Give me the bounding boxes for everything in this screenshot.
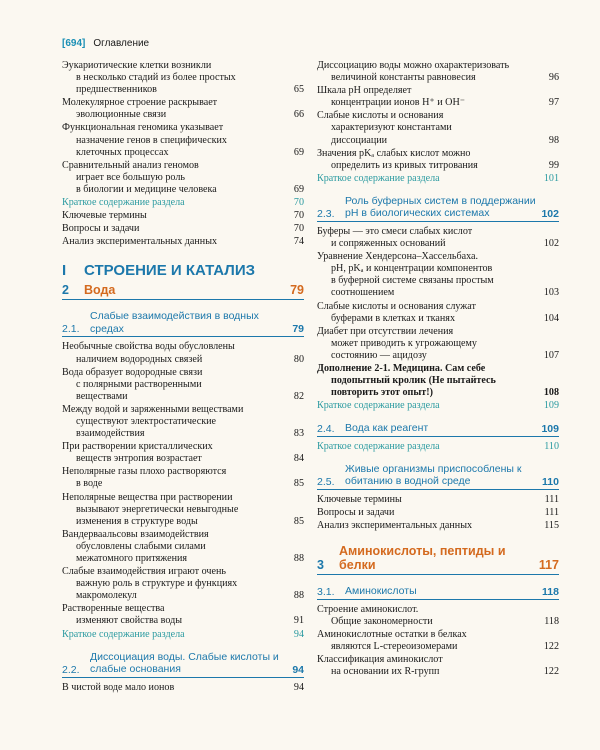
toc-entry[interactable] (317, 507, 559, 519)
part-title (62, 262, 304, 279)
toc-entry-title (62, 367, 282, 403)
toc-entry-page: 111 (544, 507, 559, 519)
toc-entry-title (62, 197, 282, 209)
toc-entry-line: предшественников (76, 84, 157, 96)
toc-entry-line: существуют электростатические (76, 415, 217, 427)
toc-entry-title (317, 494, 537, 506)
toc-entry[interactable] (317, 604, 559, 628)
toc-entry[interactable] (62, 341, 304, 365)
toc-entry[interactable] (62, 223, 304, 235)
toc-entry[interactable] (317, 629, 559, 653)
section-page: 94 (292, 663, 304, 676)
toc-entry-title (62, 529, 282, 565)
toc-entry-line: повторить этот опыт!) (331, 387, 433, 399)
toc-entry-title (62, 682, 282, 694)
toc-entry-page: 108 (543, 387, 559, 399)
toc-entry-title (62, 97, 282, 121)
section-number: 2.5. (317, 475, 335, 488)
toc-entry-page: 84 (293, 453, 304, 465)
toc-entry-line: Диабет при отсутствии лечения (317, 325, 454, 337)
toc-entry-line: изменения в структуре воды (76, 515, 198, 527)
toc-entry-line: Строение аминокислот. (317, 603, 419, 615)
chapter-page: 79 (290, 283, 304, 298)
toc-summary-entry[interactable] (62, 629, 304, 641)
toc-entry-line: Молекулярное строение раскрывает (62, 97, 218, 109)
toc-entry[interactable] (62, 492, 304, 528)
toc-entry-line: веществ энтропия возрастает (76, 453, 202, 465)
toc-entry[interactable] (62, 529, 304, 565)
toc-entry[interactable] (62, 60, 304, 96)
toc-entry-page: 96 (548, 72, 559, 84)
toc-entry-line: обусловлены слабыми силами (76, 540, 206, 552)
section-heading[interactable] (317, 195, 559, 222)
toc-entry[interactable] (317, 326, 559, 362)
toc-entry-title (317, 110, 537, 146)
toc-entry[interactable] (62, 682, 304, 694)
toc-entry-page: 115 (544, 520, 559, 532)
page-header (62, 38, 149, 49)
toc-entry[interactable] (62, 160, 304, 196)
toc-entry-title (62, 629, 282, 641)
toc-entry-line: Вопросы и задачи (62, 223, 140, 235)
toc-entry-line: макромолекул (76, 590, 137, 602)
toc-entry-line: определить из кривых титрования (331, 159, 478, 171)
toc-entry-title (317, 251, 537, 299)
toc-entry-line: на основании их R-групп (331, 666, 440, 678)
toc-entry-line: являются L-стереоизомерами (331, 641, 458, 652)
toc-entry-title (62, 210, 282, 222)
toc-entry[interactable] (317, 494, 559, 506)
toc-entry[interactable] (62, 210, 304, 222)
toc-entry-line: Растворенные вещества (62, 603, 165, 615)
toc-entry-page: 104 (543, 312, 559, 324)
toc-entry-title (317, 441, 537, 453)
section-page: 79 (292, 323, 304, 336)
section-title: Вода как реагент (345, 422, 429, 435)
toc-entry-page: 102 (543, 238, 559, 250)
toc-entry-line: и сопряженных оснований (331, 238, 446, 250)
chapter-number: 3 (317, 558, 324, 573)
toc-entry-line: pH, pKₐ и концентрации компонентов (331, 263, 493, 275)
toc-entry-page: 70 (293, 197, 304, 209)
toc-entry-page: 91 (293, 615, 304, 627)
section-title: Слабые взаимодействия в водных средах (90, 310, 259, 335)
toc-entry-page: 70 (293, 223, 304, 235)
toc-entry-line: Краткое содержание раздела (317, 172, 440, 184)
page-number: [694] (62, 38, 86, 49)
toc-entry-page: 98 (548, 134, 559, 146)
toc-entry-page: 111 (544, 493, 559, 505)
chapter-page: 117 (538, 558, 559, 573)
toc-entry-page: 109 (543, 400, 559, 412)
section-page: 118 (542, 585, 559, 598)
toc-entry-line: Уравнение Хендерсона–Хассельбаха. (317, 251, 479, 263)
toc-entry[interactable] (62, 97, 304, 121)
toc-entry-title (317, 326, 537, 362)
toc-entry-title (62, 566, 282, 602)
section-title: Роль буферных систем в поддержании pH в биологических системах (345, 194, 536, 220)
toc-entry-title (317, 148, 537, 172)
toc-entry-line: Сравнительный анализ геномов (62, 159, 199, 171)
section-heading[interactable] (317, 585, 559, 600)
part-number: I (62, 262, 67, 280)
chapter-heading[interactable] (317, 544, 559, 575)
toc-entry-line: изменяют свойства воды (76, 615, 183, 627)
toc-entry[interactable] (62, 566, 304, 602)
toc-entry-title (62, 492, 282, 528)
toc-entry-line: клеточных процессах (76, 146, 169, 158)
toc-entry-line: концентрации ионов H⁺ и OH⁻ (331, 97, 466, 109)
toc-entry-page: 83 (293, 428, 304, 440)
toc-entry-line: буферами в клетках и тканях (331, 312, 455, 324)
toc-entry-line: Краткое содержание раздела (62, 197, 185, 209)
toc-entry-line: Краткое содержание раздела (317, 400, 440, 412)
toc-entry-title (317, 654, 537, 678)
toc-entry-line: Между водой и заряженными веществами (62, 403, 244, 415)
section-heading[interactable] (317, 422, 559, 437)
toc-entry-line: Неполярные вещества при растворении (62, 491, 233, 503)
toc-entry-title (62, 404, 282, 440)
section-number: 2.2. (62, 663, 80, 676)
toc-entry-line: Анализ экспериментальных данных (62, 236, 218, 248)
toc-entry-line: может приводить к угрожающему (331, 337, 477, 349)
toc-entry[interactable] (62, 404, 304, 440)
toc-list (62, 341, 304, 640)
chapter-title: Аминокислоты, пептиды и белки (339, 544, 506, 573)
toc-summary-entry[interactable] (317, 441, 559, 453)
toc-entry-line: наличием водородных связей (76, 353, 203, 365)
toc-entry-line: Слабые кислоты и основания (317, 110, 444, 122)
section-title: Живые организмы приспособлены к обитанию в водной среде (345, 462, 522, 488)
toc-entry[interactable] (317, 60, 559, 84)
toc-entry-page: 66 (293, 109, 304, 121)
toc-entry-title (62, 603, 282, 627)
toc-entry-title (62, 441, 282, 465)
toc-entry[interactable] (317, 520, 559, 532)
section-number: 2.4. (317, 422, 335, 435)
toc-right-column (317, 60, 559, 679)
toc-summary-entry[interactable] (62, 197, 304, 209)
toc-entry-page: 97 (548, 97, 559, 109)
toc-entry-line: В чистой воде мало ионов (62, 681, 175, 693)
toc-summary-entry[interactable] (317, 173, 559, 185)
toc-entry-page: 122 (543, 641, 559, 652)
toc-entry-title (62, 223, 282, 235)
toc-entry[interactable] (62, 466, 304, 490)
toc-entry-line: Значения pKₐ слабых кислот можно (317, 147, 471, 159)
toc-entry-line: в биологии и медицине человека (76, 183, 217, 195)
toc-entry-line: подопытный кролик (Не пытайтесь (331, 375, 496, 387)
toc-list (317, 604, 559, 679)
toc-entry-page: 85 (293, 515, 304, 527)
toc-entry-line: Слабые взаимодействия играют очень (62, 566, 226, 578)
section-title: Диссоциация воды. Слабые кислоты и слабые основания (90, 650, 279, 676)
toc-entry-line: важную роль в структуре и функциях (76, 578, 238, 590)
toc-entry-line: в буферной системе связаны простым (331, 275, 494, 287)
toc-entry-line: При растворении кристаллических (62, 441, 213, 453)
toc-entry-title (62, 341, 282, 365)
toc-entry-page: 88 (293, 553, 304, 564)
section-heading[interactable] (62, 310, 304, 337)
toc-entry-title (317, 629, 537, 653)
chapter-number: 2 (62, 283, 69, 298)
toc-entry-title (317, 173, 537, 185)
running-title: Оглавление (93, 38, 150, 49)
toc-entry-line: Вандерваальсовы взаимодействия (62, 528, 209, 540)
toc-entry-page: 88 (293, 590, 304, 602)
toc-entry-line: Ключевые термины (62, 210, 147, 222)
toc-entry-line: Классификация аминокислот (317, 654, 443, 666)
toc-entry-page: 94 (293, 681, 304, 693)
toc-list (317, 60, 559, 185)
toc-list (317, 494, 559, 532)
toc-entry[interactable] (317, 85, 559, 109)
toc-entry-line: веществами (76, 390, 128, 402)
section-page: 110 (542, 475, 559, 488)
toc-entry-page: 118 (544, 615, 559, 627)
chapter-title: Вода (84, 283, 116, 298)
toc-entry-line: межатомного притяжения (76, 553, 188, 564)
toc-entry-line: соотношением (331, 287, 395, 299)
toc-entry-line: Аминокислотные остатки в белках (317, 628, 467, 640)
toc-entry-line: Диссоциацию воды можно охарактеризовать (317, 60, 510, 71)
toc-entry-title (317, 226, 537, 250)
toc-entry-line: вызывают энергетически невыгодные (76, 503, 239, 515)
toc-entry-page: 110 (544, 440, 559, 452)
toc-entry-line: Слабые кислоты и основания служат (317, 300, 476, 312)
chapter-heading[interactable] (62, 283, 304, 300)
toc-entry-line: Шкала pH определяет (317, 85, 412, 97)
toc-entry-title (317, 301, 537, 325)
toc-entry-title (317, 604, 537, 628)
toc-list (317, 226, 559, 412)
toc-entry-line: Неполярные газы плохо растворяются (62, 466, 227, 478)
toc-entry-line: в несколько стадий из более простых (76, 72, 236, 84)
toc-entry[interactable] (317, 110, 559, 146)
section-page: 109 (541, 422, 559, 435)
toc-left-column (62, 60, 304, 695)
toc-entry-line: Эукариотические клетки возникли (62, 60, 212, 71)
toc-entry-title (317, 520, 537, 532)
toc-entry-line: с полярными растворенными (76, 378, 202, 390)
toc-entry-title (62, 466, 282, 490)
toc-entry[interactable] (62, 367, 304, 403)
toc-entry-line: эволюционные связи (76, 109, 167, 121)
toc-summary-entry[interactable] (317, 400, 559, 412)
toc-entry-line: Буферы — это смеси слабых кислот (317, 225, 473, 237)
toc-entry-title (317, 363, 537, 399)
section-number: 3.1. (317, 585, 335, 598)
toc-entry[interactable] (62, 603, 304, 627)
toc-entry-page: 94 (293, 628, 304, 640)
toc-entry-page: 85 (293, 478, 304, 490)
toc-entry-line: Краткое содержание раздела (317, 440, 440, 452)
toc-entry-line: Функциональная геномика указывает (62, 122, 224, 134)
toc-list (62, 682, 304, 694)
toc-entry[interactable] (317, 226, 559, 250)
toc-entry-title (62, 236, 282, 248)
toc-entry-line: играет все большую роль (76, 171, 185, 183)
section-title: Аминокислоты (345, 585, 417, 598)
toc-entry-page: 122 (543, 666, 559, 678)
toc-entry[interactable] (317, 251, 559, 299)
toc-entry-line: Вопросы и задачи (317, 507, 395, 519)
toc-entry-page: 82 (293, 390, 304, 402)
toc-entry-page: 70 (293, 210, 304, 222)
toc-list (317, 441, 559, 453)
toc-entry-line: Общие закономерности (331, 615, 433, 627)
toc-entry[interactable] (62, 441, 304, 465)
toc-entry[interactable] (317, 363, 559, 399)
toc-entry-title (62, 60, 282, 96)
section-number: 2.3. (317, 207, 335, 220)
toc-entry-page: 99 (548, 159, 559, 171)
section-number: 2.1. (62, 323, 80, 336)
toc-entry-line: величиной константы равновесия (331, 72, 476, 84)
toc-entry-line: назначение генов в специфических (76, 134, 227, 146)
toc-entry-line: диссоциации (331, 134, 388, 146)
toc-entry-page: 80 (293, 353, 304, 365)
part-name: СТРОЕНИЕ И КАТАЛИЗ (84, 262, 256, 280)
toc-entry-page: 103 (543, 287, 559, 299)
toc-entry-page: 107 (543, 349, 559, 361)
toc-entry[interactable] (62, 236, 304, 248)
toc-entry-line: характеризуют константами (331, 122, 452, 134)
toc-entry-line: взаимодействия (76, 428, 145, 440)
toc-entry-page: 69 (293, 183, 304, 195)
toc-entry-page: 74 (293, 236, 304, 248)
toc-entry-title (62, 122, 282, 158)
section-page: 102 (541, 207, 559, 220)
toc-entry-page: 65 (293, 84, 304, 96)
toc-entry-line: Ключевые термины (317, 493, 402, 505)
toc-entry-line: Необычные свойства воды обусловлены (62, 341, 235, 353)
toc-entry-title (317, 60, 537, 84)
toc-entry-title (62, 160, 282, 196)
section-heading[interactable] (317, 463, 559, 490)
toc-entry[interactable] (317, 301, 559, 325)
toc-entry-page: 101 (543, 172, 559, 184)
toc-entry-line: Анализ экспериментальных данных (317, 520, 473, 532)
toc-entry-line: Дополнение 2-1. Медицина. Сам себе (317, 362, 486, 374)
toc-entry-title (317, 400, 537, 412)
toc-entry-line: Вода образует водородные связи (62, 366, 203, 378)
toc-entry-page: 69 (293, 146, 304, 158)
section-heading[interactable] (62, 651, 304, 678)
toc-entry-line: в воде (76, 478, 103, 490)
toc-entry[interactable] (317, 654, 559, 678)
toc-entry[interactable] (62, 122, 304, 158)
toc-list (62, 60, 304, 248)
toc-entry-line: Краткое содержание раздела (62, 628, 185, 640)
toc-entry-title (317, 85, 537, 109)
toc-entry[interactable] (317, 148, 559, 172)
toc-entry-line: состоянию — ацидозу (331, 349, 427, 361)
toc-entry-title (317, 507, 537, 519)
